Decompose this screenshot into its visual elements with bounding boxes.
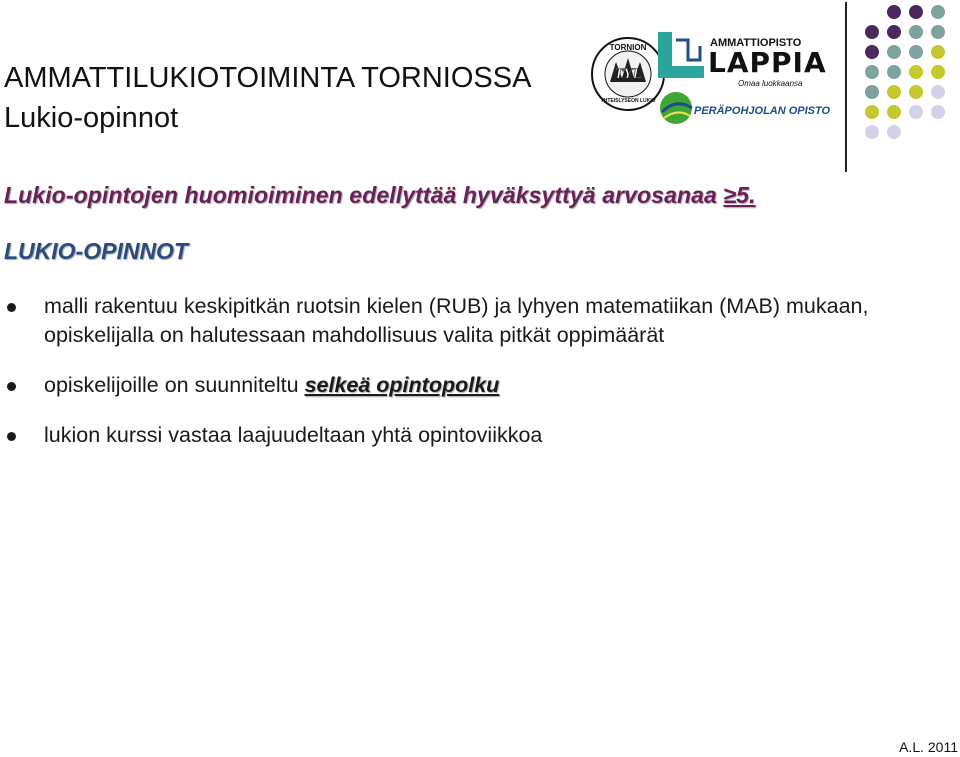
lappia-top-text: AMMATTIOPISTO	[710, 37, 802, 49]
tornio-seal-logo	[592, 38, 664, 110]
decorative-dot-grid	[864, 4, 960, 154]
decorative-dot	[865, 125, 879, 139]
decorative-dot	[931, 105, 945, 119]
decorative-dot	[865, 25, 879, 39]
decorative-dot	[887, 125, 901, 139]
decorative-dot	[909, 85, 923, 99]
decorative-dot	[909, 25, 923, 39]
decorative-dot	[887, 105, 901, 119]
bullet-icon	[7, 432, 16, 441]
footer-credit: A.L. 2011	[899, 739, 958, 755]
decorative-dot	[931, 65, 945, 79]
lead-text: Lukio-opintojen huomioiminen edellyttää hyväksyttyä arvosanaa	[4, 182, 724, 208]
school-logos	[588, 22, 838, 142]
decorative-dot	[931, 85, 945, 99]
tornio-bottom-text: YHTEISLYSEON LUKIO	[600, 98, 656, 104]
list-item	[0, 371, 960, 400]
list-item	[0, 421, 960, 450]
lead-grade: ≥5.	[723, 182, 756, 208]
bullet-text: opiskelijoille on suunniteltu	[44, 373, 305, 397]
decorative-dot	[931, 5, 945, 19]
section-heading: LUKIO-OPINNOT	[4, 238, 188, 264]
decorative-dot	[931, 25, 945, 39]
bullet-list	[0, 292, 960, 450]
page-subtitle: Lukio-opinnot	[4, 102, 179, 134]
tornio-top-text: TORNION	[609, 43, 647, 52]
decorative-dot	[865, 65, 879, 79]
lappia-logo	[658, 32, 827, 88]
tornio-mid-text: TYL	[614, 66, 642, 82]
decorative-dot	[865, 105, 879, 119]
decorative-dot	[865, 45, 879, 59]
bullet-emphasis: selkeä opintopolku	[304, 373, 500, 397]
page-title: AMMATTILUKIOTOIMINTA TORNIOSSA	[4, 62, 532, 94]
decorative-dot	[887, 65, 901, 79]
bullet-icon	[7, 382, 16, 391]
bullet-text: malli rakentuu keskipitkän ruotsin kielen (RUB) ja lyhyen matematiikan (MAB) mukaan, opiskelijalla on halutessaan mahdollisuus valita pitkät oppimäärät	[44, 294, 869, 347]
lead-requirement	[4, 182, 756, 209]
decorative-dot	[887, 5, 901, 19]
decorative-dot	[909, 105, 923, 119]
lappia-tagline-text: Omaa luokkaansa	[738, 79, 803, 88]
bullet-text: lukion kurssi vastaa laajuudeltaan yhtä opintoviikkoa	[44, 423, 543, 447]
perapohjola-text: PERÄPOHJOLAN OPISTO	[694, 105, 831, 117]
decorative-dot	[931, 45, 945, 59]
decorative-dot	[887, 85, 901, 99]
lappia-name-text: LAPPIA	[708, 46, 827, 79]
perapohjola-logo	[660, 92, 831, 124]
bullet-icon	[7, 303, 16, 312]
decorative-dot	[887, 45, 901, 59]
decorative-dot	[909, 5, 923, 19]
decorative-dot	[865, 85, 879, 99]
decorative-dot	[909, 45, 923, 59]
decorative-dot	[887, 25, 901, 39]
divider-line	[845, 2, 847, 172]
decorative-dot	[909, 65, 923, 79]
list-item	[0, 292, 960, 350]
